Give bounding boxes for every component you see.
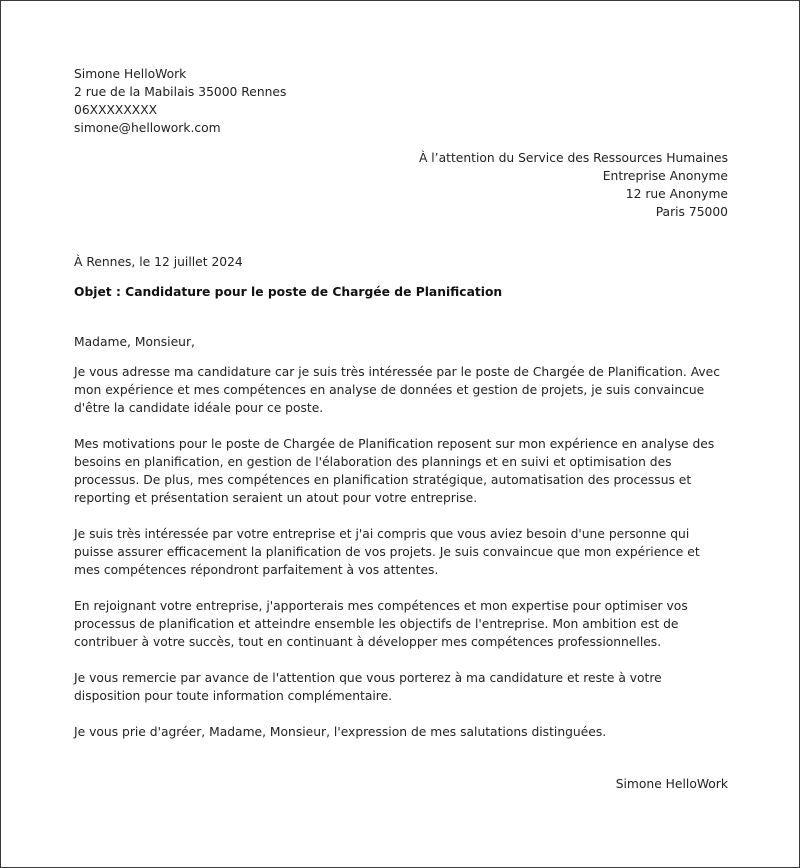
sender-address: 2 rue de la Mabilais 35000 Rennes: [74, 85, 287, 99]
salutation: Madame, Monsieur,: [74, 335, 195, 349]
body-paragraph-3: Je suis très intéressée par votre entreprise et j'ai compris que vous aviez besoin d'une personne qui puisse assurer efficacement la planification de vos projets. Je suis convaincue que mon expérience et mes compétences répondront parfaitement à vos attentes.: [74, 527, 700, 577]
body-paragraph-1: Je vous adresse ma candidature car je suis très intéressée par le poste de Chargée de Planification. Avec mon expérience et mes compétences en analyse de données et gestion de projets, je suis convaincue d'être la candidate idéale pour ce poste.: [74, 365, 720, 415]
cover-letter: [74, 65, 728, 793]
sender-email: simone@hellowork.com: [74, 121, 221, 135]
sender-name: Simone HelloWork: [74, 67, 187, 81]
subject-line: Objet : Candidature pour le poste de Chargée de Planification: [74, 285, 503, 299]
sender-block: [74, 65, 728, 137]
recipient-street: 12 rue Anonyme: [625, 187, 728, 201]
body-paragraph-5: Je vous remercie par avance de l'attention que vous porterez à ma candidature et reste à votre disposition pour toute information complémentaire.: [74, 671, 662, 703]
recipient-attention: À l’attention du Service des Ressources Humaines: [418, 151, 728, 165]
recipient-block: [74, 149, 728, 221]
body-paragraph-4: En rejoignant votre entreprise, j'apporterais mes compétences et mon expertise pour optimiser vos processus de planification et atteindre ensemble les objectifs de l'entreprise. Mon ambition est de contribuer à votre succès, tout en continuant à développer mes compétences professionnelles.: [74, 599, 688, 649]
recipient-city: Paris 75000: [655, 205, 728, 219]
body-paragraph-2: Mes motivations pour le poste de Chargée de Planification reposent sur mon expérience en analyse des besoins en planification, en gestion de l'élaboration des plannings et en suivi et optimisation des processus. De plus, mes compétences en planification stratégique, automatisation des processus et reporting et présentation seraient un atout pour votre entreprise.: [74, 437, 715, 505]
closing-paragraph: Je vous prie d'agréer, Madame, Monsieur, l'expression de mes salutations distinguées.: [74, 725, 607, 739]
recipient-company: Entreprise Anonyme: [602, 169, 728, 183]
sender-phone: 06XXXXXXXX: [74, 103, 158, 117]
signature: Simone HelloWork: [615, 777, 728, 791]
date-line: À Rennes, le 12 juillet 2024: [74, 255, 243, 269]
